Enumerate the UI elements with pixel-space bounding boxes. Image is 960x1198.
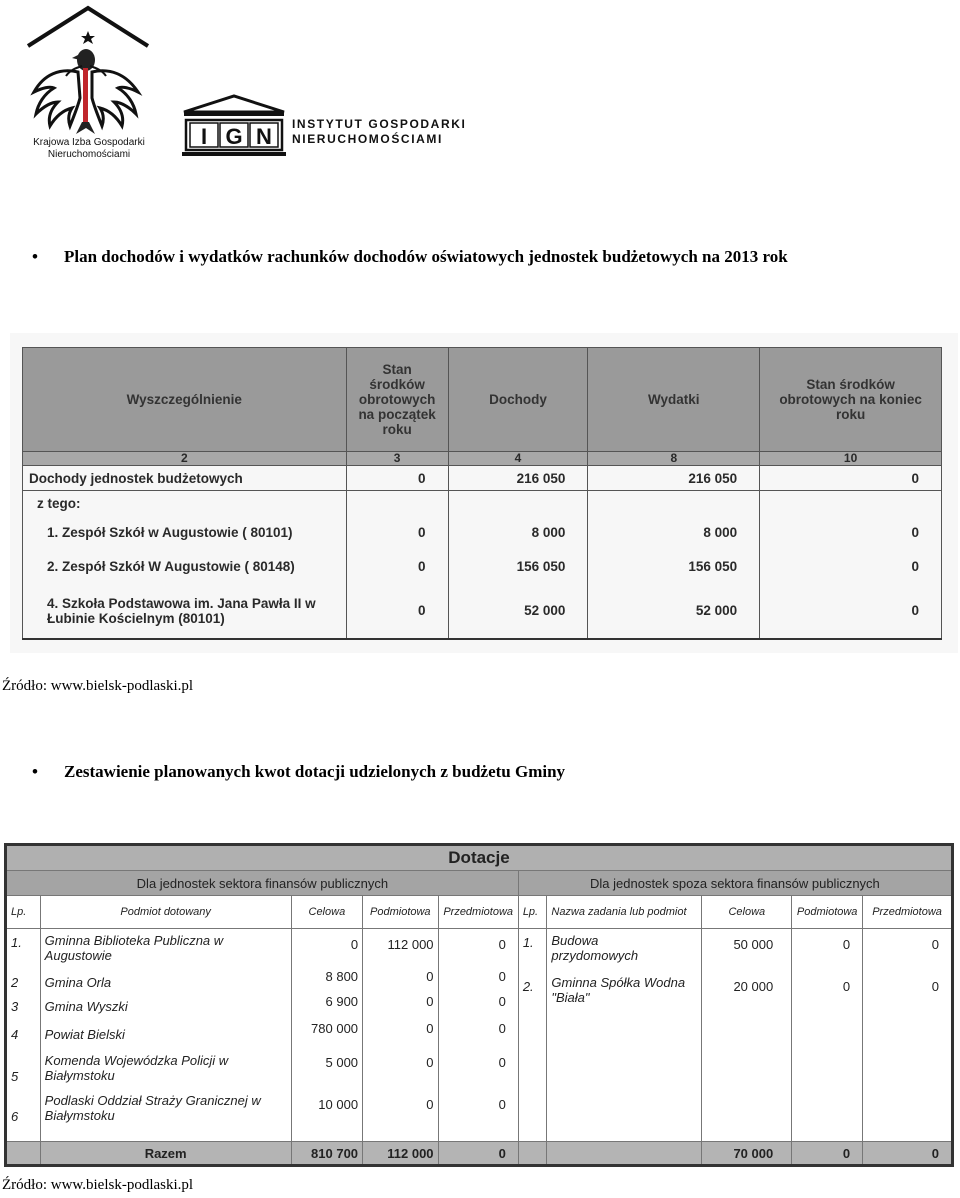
header-line: Stan środków [806, 377, 895, 392]
lp-column [6, 929, 41, 1142]
table2-title-row [6, 845, 953, 871]
column-number: 8 [588, 452, 760, 466]
name-line: Gminna Biblioteka Publiczna w [44, 933, 224, 948]
name-line: Komenda Wojewódzka Policji w [44, 1053, 229, 1068]
value: 0 [842, 937, 851, 952]
grantee-name: Gmina Wyszki [44, 999, 128, 1014]
cell-end: 0 [760, 515, 942, 549]
ign-name-line-2: NIERUCHOMOŚCIAMI [292, 132, 443, 146]
section2-title: Zestawienie planowanych kwot dotacji udzielonych z budżetu Gminy [64, 762, 566, 781]
row-label-line: Łubinie Kościelnym (80101) [47, 610, 225, 626]
value: 0 [350, 937, 359, 952]
header-dochody: Dochody [448, 348, 588, 452]
table2-body [6, 929, 953, 1142]
header-nazwa-zadania: Nazwa zadania lub podmiot [547, 896, 702, 929]
ign-logo [178, 94, 290, 158]
header-podmiotowa: Podmiotowa [363, 896, 438, 929]
lp: 1. [522, 935, 534, 950]
cell-start: 0 [346, 549, 448, 583]
value: 0 [498, 1097, 506, 1112]
ign-name [292, 117, 466, 147]
cell-start: 0 [346, 466, 448, 491]
header-celowa: Celowa [702, 896, 792, 929]
value: 0 [498, 1055, 506, 1070]
ign-letter-n: N [256, 124, 272, 149]
kigm-caption-line-1: Krajowa Izba Gospodarki [33, 137, 145, 148]
value: 0 [931, 937, 939, 952]
value: 0 [426, 1055, 434, 1070]
value: 0 [426, 994, 434, 1009]
total-empty [6, 1142, 41, 1166]
row-label: Dochody jednostek budżetowych [23, 466, 347, 491]
cell-expense [588, 491, 760, 516]
name-line: Podlaski Oddział Straży Granicznej w [44, 1093, 261, 1108]
column-number: 3 [346, 452, 448, 466]
total-value: 0 [863, 1142, 953, 1166]
value: 8 800 [325, 969, 359, 984]
total-empty [547, 1142, 702, 1166]
name-column [40, 929, 291, 1142]
celowa-column [702, 929, 792, 1142]
plan-table [22, 347, 942, 640]
value: 780 000 [311, 1021, 359, 1036]
row-label-line: 4. Szkoła Podstawowa im. Jana Pawła II w [47, 595, 316, 611]
header-line: obrotowych [358, 392, 436, 407]
bullet: • [32, 247, 38, 266]
lp: 1. [11, 935, 22, 950]
table-row [23, 491, 942, 516]
name-line: Białymstoku [44, 1068, 115, 1083]
grantee-name [45, 933, 287, 975]
value: 112 000 [387, 937, 434, 952]
value: 10 000 [318, 1097, 359, 1112]
cell-expense: 216 050 [588, 466, 760, 491]
podmiotowa-column [363, 929, 438, 1142]
przedmiotowa-column [438, 929, 518, 1142]
cell-end: 0 [760, 583, 942, 639]
value: 0 [498, 969, 506, 984]
table2-header-row [6, 896, 953, 929]
grantee-name: Powiat Bielski [44, 1027, 125, 1042]
task-column [547, 929, 702, 1142]
header-przedmiotowa: Przedmiotowa [438, 896, 518, 929]
kigm-caption [24, 137, 154, 161]
task-name [551, 975, 697, 1015]
name-line: "Biała" [551, 990, 590, 1005]
przedmiotowa-column [863, 929, 953, 1142]
grantee-name [45, 1053, 287, 1093]
value: 6 900 [325, 994, 359, 1009]
column-number-row [23, 452, 942, 466]
value: 0 [426, 1021, 434, 1036]
header-celowa: Celowa [291, 896, 362, 929]
table-row [23, 583, 942, 639]
lp: 2 [11, 975, 19, 990]
value: 0 [498, 937, 506, 952]
grants-table [4, 843, 954, 1167]
value: 50 000 [733, 937, 774, 952]
header-lp: Lp. [518, 896, 547, 929]
column-number: 10 [760, 452, 942, 466]
table-row [23, 466, 942, 491]
cell-start: 0 [346, 515, 448, 549]
value: 0 [931, 979, 939, 994]
group-public: Dla jednostek sektora finansów publicznych [6, 871, 519, 896]
task-name [551, 933, 697, 975]
total-label: Razem [40, 1142, 291, 1166]
header-line: Stan [382, 362, 412, 377]
table2-total-row [6, 1142, 953, 1166]
row-label: 1. Zespół Szkół w Augustowie ( 80101) [23, 515, 347, 549]
source-note: Źródło: www.bielsk-podlaski.pl [2, 678, 194, 694]
row-label: 2. Zespół Szkół W Augustowie ( 80148) [23, 549, 347, 583]
row-label [23, 583, 347, 639]
source-note: Źródło: www.bielsk-podlaski.pl [2, 1177, 194, 1193]
table2-group-row [6, 871, 953, 896]
value: 20 000 [733, 979, 774, 994]
name-line: Białymstoku [44, 1108, 115, 1123]
ign-letter-i: I [200, 124, 208, 149]
cell-expense: 52 000 [588, 583, 760, 639]
kigm-caption-line-2: Nieruchomościami [47, 149, 131, 160]
name-line: Augustowie [44, 948, 112, 963]
name-line: Budowa [551, 933, 599, 948]
cell-income: 8 000 [448, 515, 588, 549]
table-row [23, 549, 942, 583]
cell-income: 216 050 [448, 466, 588, 491]
lp: 5 [11, 1069, 19, 1084]
header-stan-koniec [760, 348, 942, 452]
section1-title: Plan dochodów i wydatków rachunków dochodów oświatowych jednostek budżetowych na 2013 rok [64, 247, 788, 266]
header-lp: Lp. [6, 896, 41, 929]
group-non-public: Dla jednostek spoza sektora finansów publicznych [518, 871, 952, 896]
header-line: na początek [358, 407, 436, 422]
grantee-name: Gmina Orla [44, 975, 112, 990]
total-value: 0 [438, 1142, 518, 1166]
row-label: z tego: [23, 491, 347, 516]
header-line: środków [369, 377, 425, 392]
cell-income: 156 050 [448, 549, 588, 583]
value: 0 [842, 979, 851, 994]
celowa-column [291, 929, 362, 1142]
total-value: 810 700 [291, 1142, 362, 1166]
lp: 6 [11, 1109, 19, 1124]
header-przedmiotowa: Przedmiotowa [863, 896, 953, 929]
name-line: przydomowych [551, 948, 639, 963]
header-podmiot: Podmiot dotowany [40, 896, 291, 929]
column-number: 2 [23, 452, 347, 466]
cell-end: 0 [760, 466, 942, 491]
value: 0 [498, 994, 506, 1009]
lp-column [518, 929, 547, 1142]
total-value: 112 000 [363, 1142, 438, 1166]
header-line: roku [835, 407, 866, 422]
cell-income [448, 491, 588, 516]
header-podmiotowa: Podmiotowa [792, 896, 863, 929]
podmiotowa-column [792, 929, 863, 1142]
header-line: obrotowych na koniec [779, 392, 922, 407]
cell-start [346, 491, 448, 516]
bullet: • [32, 762, 38, 781]
name-line: Gminna Spółka Wodna [551, 975, 686, 990]
table2-title: Dotacje [6, 845, 953, 871]
table1-header-row [23, 348, 942, 452]
cell-income: 52 000 [448, 583, 588, 639]
header-stan-poczatek [346, 348, 448, 452]
value: 0 [426, 969, 434, 984]
table-row [23, 515, 942, 549]
header-line: roku [382, 422, 412, 437]
cell-expense: 156 050 [588, 549, 760, 583]
header-wyszczegolnienie: Wyszczególnienie [23, 348, 347, 452]
value: 0 [426, 1097, 434, 1112]
lp: 3 [11, 999, 19, 1014]
ign-name-line-1: INSTYTUT GOSPODARKI [292, 117, 467, 131]
value: 5 000 [325, 1055, 359, 1070]
lp: 2. [522, 979, 534, 994]
cell-end [760, 491, 942, 516]
grantee-name [45, 1093, 287, 1133]
total-value: 70 000 [702, 1142, 792, 1166]
value: 0 [498, 1021, 506, 1036]
total-empty [518, 1142, 547, 1166]
total-value: 0 [792, 1142, 863, 1166]
header-wydatki: Wydatki [588, 348, 760, 452]
cell-expense: 8 000 [588, 515, 760, 549]
cell-end: 0 [760, 549, 942, 583]
lp: 4 [11, 1027, 19, 1042]
cell-start: 0 [346, 583, 448, 639]
column-number: 4 [448, 452, 588, 466]
ign-letter-g: G [225, 124, 243, 149]
